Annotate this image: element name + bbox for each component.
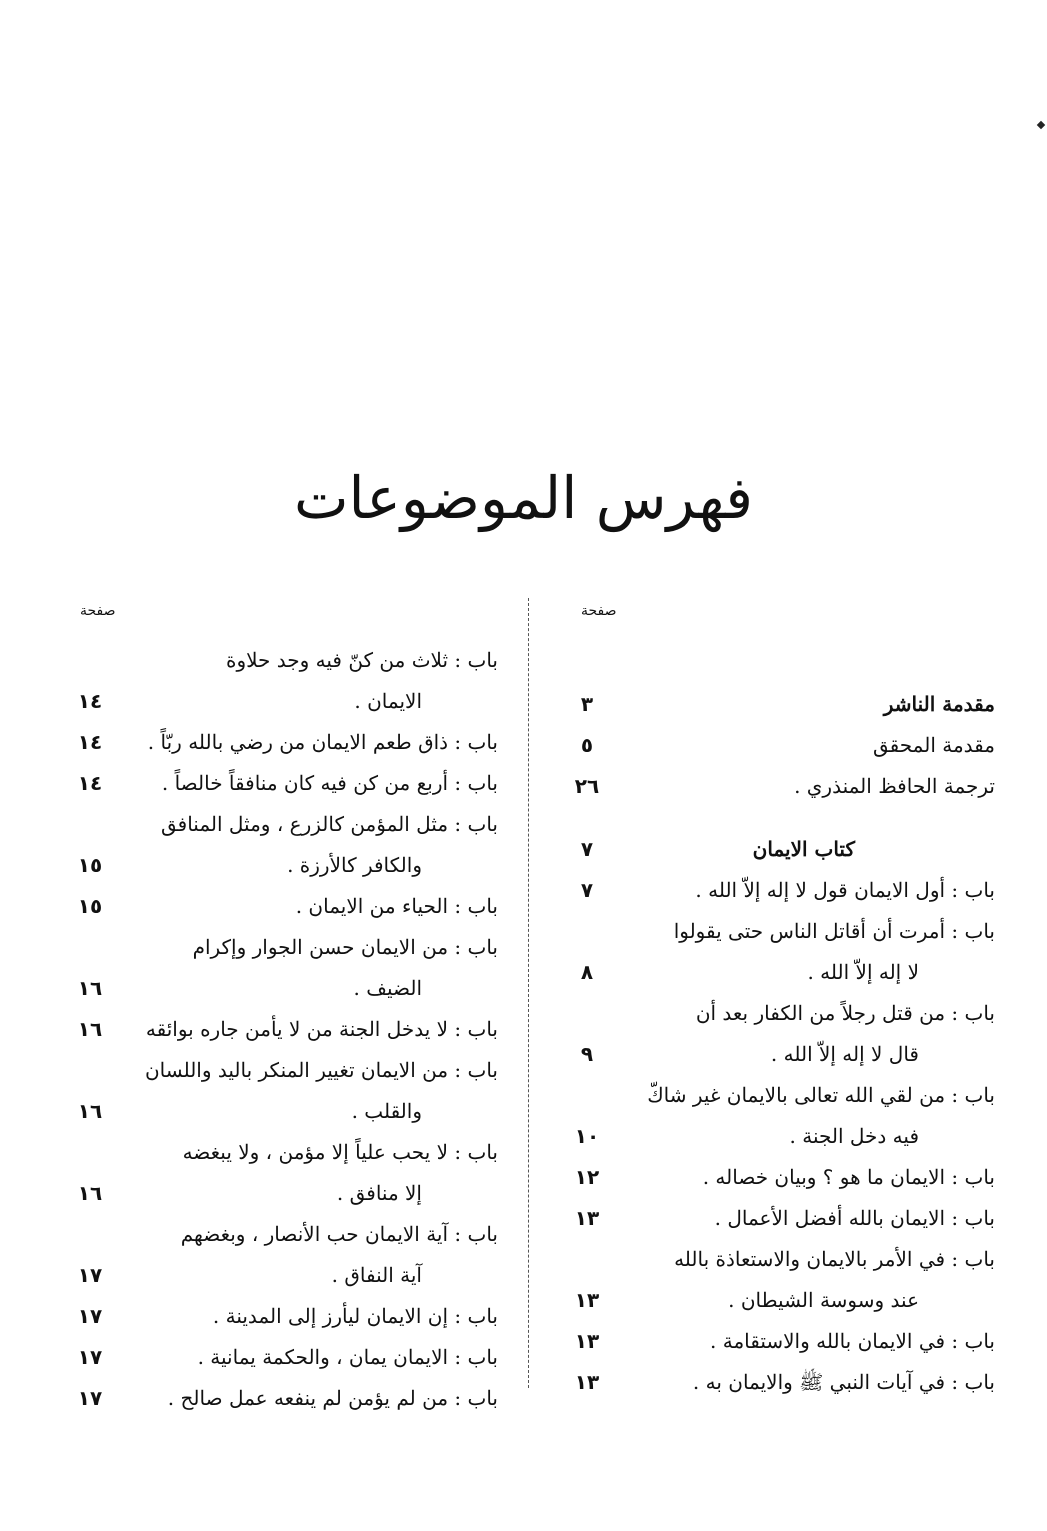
toc-entry-title: باب : إن الايمان ليأرز إلى المدينة . (212, 1304, 498, 1328)
toc-page-number: ١٦ (77, 1181, 103, 1205)
toc-entry-title: باب : من الايمان حسن الجوار وإكرام (192, 935, 498, 959)
toc-entry (565, 1239, 995, 1321)
toc-entry (565, 1362, 995, 1403)
toc-entry-title: مقدمة الناشر (883, 692, 995, 716)
toc-page-number: ٢٦ (574, 774, 600, 798)
toc-entry-title: باب : في الايمان بالله والاستقامة . (710, 1329, 995, 1353)
toc-page-number: ١٣ (574, 1206, 600, 1230)
toc-entry-continuation: آية النفاق . (331, 1263, 422, 1287)
toc-entry-title: باب : أمرت أن أقاتل الناس حتى يقولوا (673, 919, 995, 943)
toc-page-number: ١٥ (77, 853, 103, 877)
toc-entry (565, 829, 995, 870)
toc-entry (68, 1050, 498, 1132)
toc-page-number: ١٢ (574, 1165, 600, 1189)
toc-entry-continuation: إلا منافق . (336, 1181, 422, 1205)
toc-entry-title: باب : آية الايمان حب الأنصار ، وبغضهم (180, 1222, 498, 1246)
toc-page-number: ١٣ (574, 1370, 600, 1394)
toc-entry-continuation: والقلب . (351, 1099, 422, 1123)
spacer (565, 807, 995, 829)
toc-entry (565, 684, 995, 725)
toc-entry (68, 1009, 498, 1050)
toc-entry-title: مقدمة المحقق (872, 733, 995, 757)
toc-entry-continuation: قال لا إله إلاّ الله . (770, 1042, 919, 1066)
toc-entry (565, 766, 995, 807)
toc-entry (565, 870, 995, 911)
toc-entry-title: باب : ثلاث من كنّ فيه وجد حلاوة (225, 648, 498, 672)
toc-entry-title: باب : الحياء من الايمان . (295, 894, 498, 918)
toc-entry-title: باب : من قتل رجلاً من الكفار بعد أن (695, 1001, 995, 1025)
page-column-header-left: صفحة (80, 603, 116, 619)
toc-page-number: ٥ (580, 733, 594, 757)
toc-page-number: ١٦ (77, 1017, 103, 1041)
toc-entry-title: باب : الايمان بالله أفضل الأعمال . (714, 1206, 995, 1230)
toc-entry-title: باب : لا يحب علياً إلا مؤمن ، ولا يبغضه (182, 1140, 498, 1164)
toc-entry-title: باب : لا يدخل الجنة من لا يأمن جاره بوائقه (145, 1017, 498, 1041)
spacer (565, 662, 995, 684)
toc-entry (565, 1075, 995, 1157)
toc-entry (565, 1198, 995, 1239)
toc-entry-continuation: الضيف . (353, 976, 422, 1000)
toc-page-number: ١٤ (77, 771, 103, 795)
toc-entry-title: باب : من الايمان تغيير المنكر باليد واللسان (144, 1058, 498, 1082)
toc-page-number: ٩ (580, 1042, 594, 1066)
toc-entry (68, 804, 498, 886)
toc-entry (68, 886, 498, 927)
toc-page-number: ٧ (580, 878, 594, 902)
toc-entry (68, 640, 498, 722)
toc-entry (68, 722, 498, 763)
toc-page-number: ١٧ (77, 1304, 103, 1328)
toc-entry-continuation: الايمان . (354, 689, 422, 713)
toc-column-right (565, 640, 995, 1403)
toc-entry-title: باب : أول الايمان قول لا إله إلاّ الله . (695, 878, 995, 902)
toc-entry-title: كتاب الايمان (752, 837, 855, 861)
toc-entry (565, 911, 995, 993)
toc-page-number: ١٥ (77, 894, 103, 918)
toc-page-number: ٧ (580, 837, 594, 861)
toc-entry-title: باب : في الأمر بالايمان والاستعاذة بالله (674, 1247, 995, 1271)
toc-entry-title: باب : أربع من كن فيه كان منافقاً خالصاً . (161, 771, 498, 795)
toc-page-number: ١٠ (574, 1124, 600, 1148)
column-divider (528, 598, 529, 1388)
toc-page-number: ١٧ (77, 1345, 103, 1369)
toc-entry-continuation: عند وسوسة الشيطان . (728, 1288, 919, 1312)
toc-page-number: ١٧ (77, 1386, 103, 1410)
toc-page-number: ١٤ (77, 730, 103, 754)
toc-page-number: ١٣ (574, 1288, 600, 1312)
toc-entry-continuation: لا إله إلاّ الله . (807, 960, 919, 984)
toc-entry-continuation: والكافر كالأرزة . (287, 853, 422, 877)
toc-page-number: ١٧ (77, 1263, 103, 1287)
toc-entry (68, 1337, 498, 1378)
toc-entry-title: باب : مثل المؤمن كالزرع ، ومثل المنافق (160, 812, 498, 836)
toc-entry-title: باب : من لقي الله تعالى بالايمان غير شاكّ (647, 1083, 995, 1107)
toc-page-number: ٣ (580, 692, 594, 716)
toc-entry-title: باب : الايمان يمان ، والحكمة يمانية . (197, 1345, 498, 1369)
toc-page-number: ١٤ (77, 689, 103, 713)
toc-entry (68, 1132, 498, 1214)
page-column-header-right: صفحة (581, 603, 617, 619)
toc-entry (68, 1378, 498, 1419)
toc-page-number: ٨ (580, 960, 594, 984)
toc-entry (68, 763, 498, 804)
page-title: فهرس الموضوعات (293, 463, 754, 532)
scan-mark (1037, 121, 1045, 129)
toc-entry-title: باب : من لم يؤمن لم ينفعه عمل صالح . (167, 1386, 498, 1410)
toc-column-left (68, 640, 498, 1419)
toc-entry-title: ترجمة الحافظ المنذري . (794, 774, 995, 798)
toc-entry (68, 1214, 498, 1296)
toc-entry-title: باب : الايمان ما هو ؟ وبيان خصاله . (702, 1165, 995, 1189)
toc-entry (68, 1296, 498, 1337)
toc-entry-title: باب : ذاق طعم الايمان من رضي بالله ربّاً . (147, 730, 498, 754)
toc-page-number: ١٣ (574, 1329, 600, 1353)
toc-entry (68, 927, 498, 1009)
spacer (565, 640, 995, 662)
toc-entry-title: باب : في آيات النبي ﷺ والايمان به . (692, 1370, 995, 1394)
toc-entry (565, 1157, 995, 1198)
toc-entry (565, 993, 995, 1075)
toc-entry (565, 1321, 995, 1362)
toc-entry-continuation: فيه دخل الجنة . (789, 1124, 919, 1148)
toc-page-number: ١٦ (77, 1099, 103, 1123)
toc-entry (565, 725, 995, 766)
toc-page-number: ١٦ (77, 976, 103, 1000)
